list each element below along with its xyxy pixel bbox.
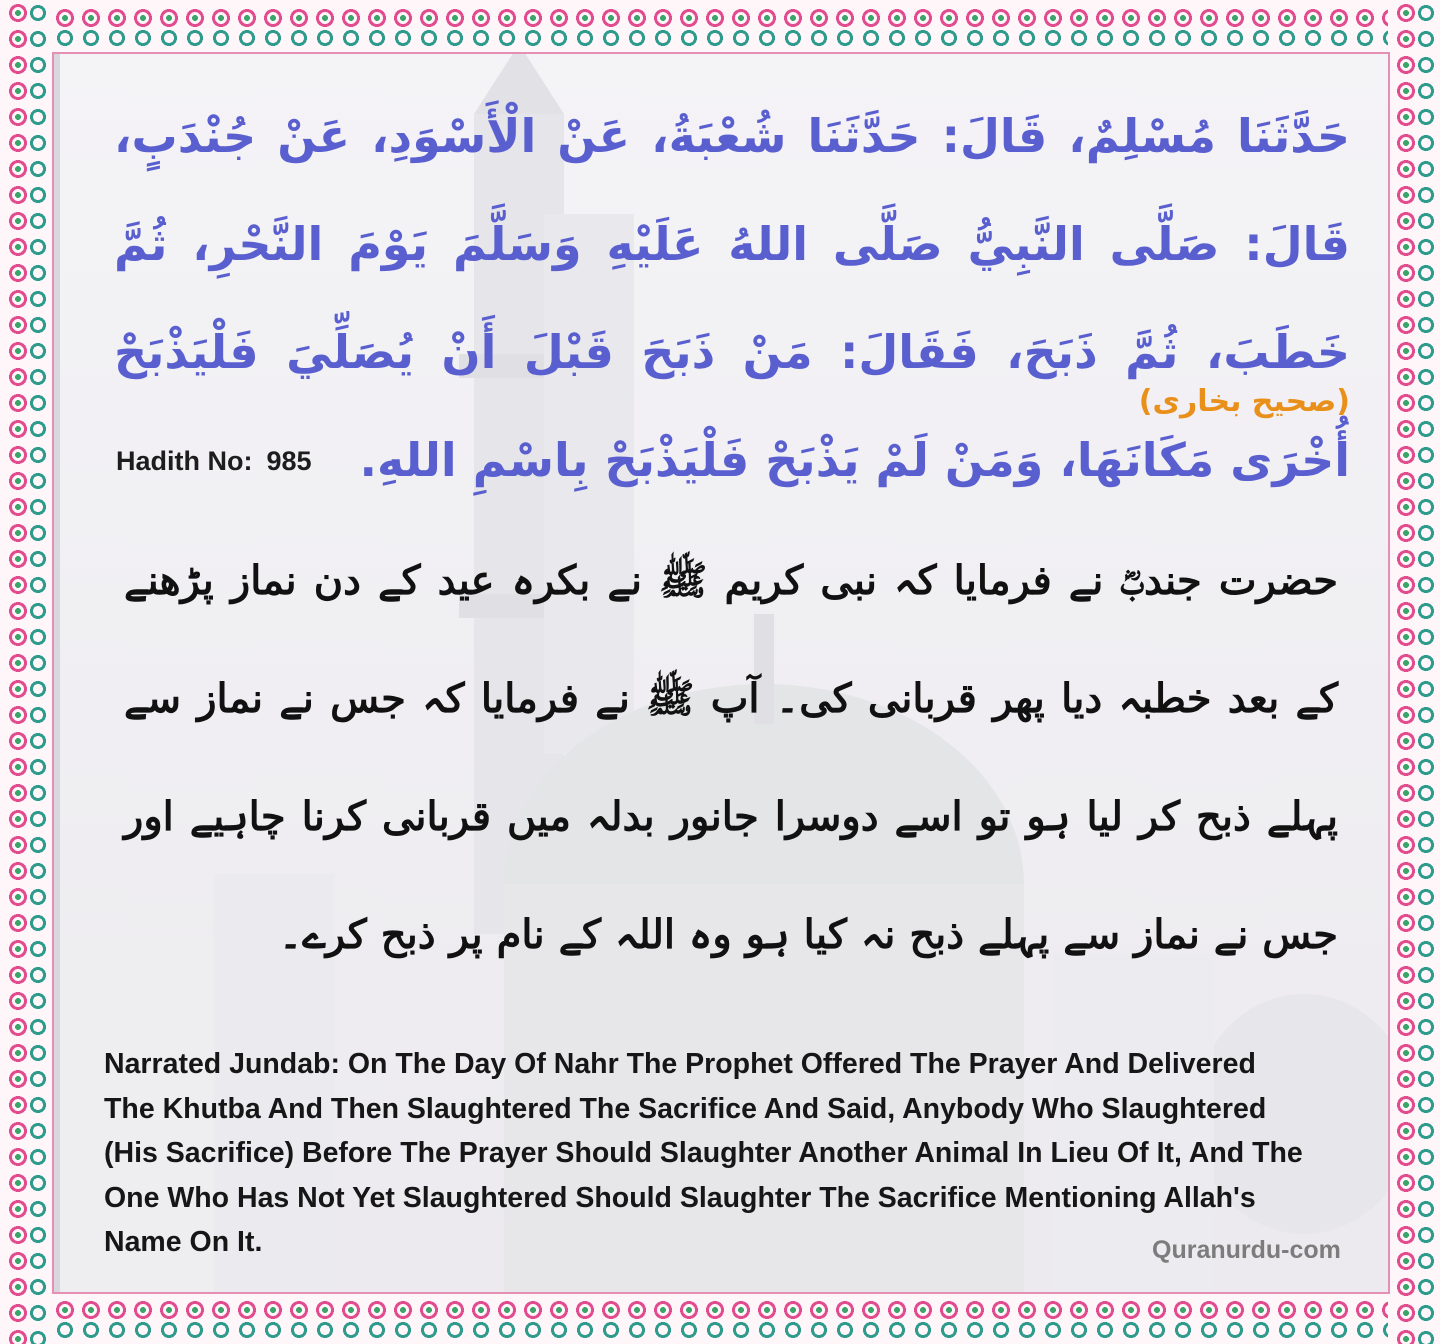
- ornamental-border-left: [0, 0, 52, 1344]
- hadith-number-value: 985: [266, 446, 312, 476]
- english-translation-text: Narrated Jundab: On The Day Of Nahr The Prophet Offered The Prayer And Delivered The Khutba And Then Slaughtered The Sacrifice And Said, Anybody Who Slaughtered (His Sacrifice) Before The Prayer Should Slaughter Another Animal In Lieu Of It, And The One Who Has Not Yet Slaughtered Should Slaughter The Sacrifice Mentioning Allah's Name On It.: [104, 1048, 1303, 1258]
- hadith-number-line: [116, 446, 312, 477]
- ornamental-border-top: [0, 0, 1440, 52]
- urdu-translation-text: حضرت جندبؓ نے فرمایا کہ نبی کریم ﷺ نے بکرہ عید کے دن نماز پڑھنے کے بعد خطبہ دیا پھر قربانی کی۔ آپ ﷺ نے فرمایا کہ جس نے نماز سے پہلے ذبح کر لیا ہو تو اسے دوسرا جانور بدلہ میں قربانی کرنا چاہیے اور جس نے نماز سے پہلے ذبح نہ کیا ہو وہ اللہ کے نام پر ذبح کرے۔: [124, 557, 1339, 958]
- ornamental-border-right: [1388, 0, 1440, 1344]
- arabic-hadith-text: حَدَّثَنَا مُسْلِمٌ، قَالَ: حَدَّثَنَا شُعْبَةُ، عَنْ الْأَسْوَدِ، عَنْ جُنْدَبٍ، قَالَ: صَلَّى النَّبِيُّ صَلَّى اللهُ عَلَيْهِ وَسَلَّمَ يَوْمَ النَّحْرِ، ثُمَّ خَطَبَ، ثُمَّ ذَبَحَ، فَقَالَ: مَنْ ذَبَحَ قَبْلَ أَنْ يُصَلِّيَ فَلْيَذْبَحْ أُخْرَى مَكَانَهَا، وَمَنْ لَمْ يَذْبَحْ فَلْيَذْبَحْ بِاسْمِ اللهِ.: [114, 109, 1350, 487]
- website-watermark: Quranurdu-com: [1152, 1236, 1341, 1264]
- content-frame: [52, 52, 1390, 1294]
- hadith-number-label: Hadith No:: [116, 446, 253, 476]
- ornamental-border-bottom: [0, 1292, 1440, 1344]
- source-label: (صحیح بخاری): [1138, 384, 1350, 419]
